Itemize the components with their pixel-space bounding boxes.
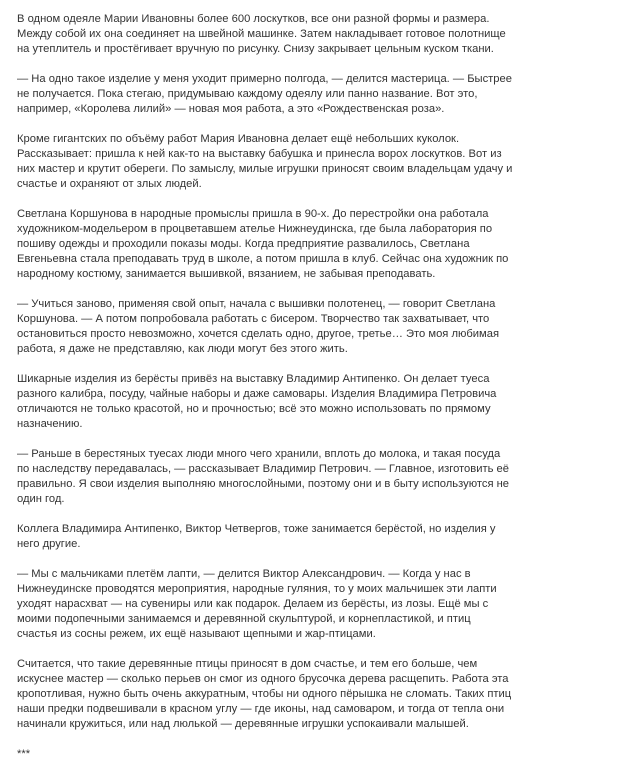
section-separator: *** — [17, 748, 31, 760]
article-paragraph: — На одно такое изделие у меня уходит примерно полгода, — делится мастерица. — Быстрее не получается. Пока стегаю, придумываю каждому одеялу или панно название. Вот это, например, «Королева лилий» — новая моя работа, а это «Рождественская роза». — [17, 73, 512, 115]
article-paragraph: Кроме гигантских по объёму работ Мария Ивановна делает ещё небольших куколок. Рассказывает: пришла к ней как-то на выставку бабушка и принесла ворох лоскутков. Вот из них мастер и крутит обереги. По замыслу, милые игрушки приносят своим владельцам удачу и счастье и охраняют от злых людей. — [17, 133, 513, 190]
article-paragraph: Светлана Коршунова в народные промыслы пришла в 90-х. До перестройки она работала художником-модельером в процветавшем ателье Нижнеудинска, где была лаборатория по пошиву одежды и проходили показы моды. Когда предприятие развалилось, Светлана Евгеньевна стала преподавать труд в школе, а потом пришла в клуб. Сейчас она художник по народному костюму, занимается вышивкой, вязанием, не забывая преподавать. — [17, 208, 509, 280]
article-paragraph: Считается, что такие деревянные птицы приносят в дом счастье, и тем его больше, чем искуснее мастер — сколько перьев он смог из одного брусочка дерева расщепить. Работа эта кропотливая, нужно быть очень аккуратным, чтобы ни одного пёрышка не сломать. Таких птиц наши предки подвешивали в красном углу — где иконы, над самоваром, и тогда от тепла они начинали кружиться, или над люлькой — деревянные игрушки успокаивали малышей. — [17, 658, 512, 730]
article-paragraph: В одном одеяле Марии Ивановны более 600 лоскутков, все они разной формы и размера. Между собой их она соединяет на швейной машинке. Затем накладывает готовое полотнище на утеплитель и простёгивает вручную по рисунку. Снизу закрывает цельным куском ткани. — [17, 13, 506, 55]
article-paragraph: Коллега Владимира Антипенко, Виктор Четвергов, тоже занимается берёстой, но изделия у него другие. — [17, 523, 496, 550]
article-paragraph: — Мы с мальчиками плетём лапти, — делится Виктор Александрович. — Когда у нас в Нижнеудинске проводятся мероприятия, народные гуляния, то у моих мальчишек эти лапти уходят нарасхват — на сувениры или как подарок. Делаем из берёсты, из лозы. Ещё мы с моими подопечными занимаемся и деревянной скульптурой, и корнепластикой, и птиц счастья из сосны режем, их ещё называют щепными и жар-птицами. — [17, 568, 497, 640]
article-body — [17, 12, 513, 762]
article-paragraph: — Раньше в берестяных туесах люди много чего хранили, вплоть до молока, и такая посуда по наследству передавалась, — рассказывает Владимир Петрович. — Главное, изготовить её правильно. Я свои изделия выполняю многослойными, поэтому они и в быту используются не один год. — [17, 448, 510, 505]
article-paragraph: — Учиться заново, применяя свой опыт, начала с вышивки полотенец, — говорит Светлана Коршунова. — А потом попробовала работать с бисером. Творчество так захватывает, что остановиться просто невозможно, хочется сделать одно, другое, третье… Это моя любимая работа, я даже не представляю, как люди могут без этого жить. — [17, 298, 500, 355]
article-paragraph: Шикарные изделия из берёсты привёз на выставку Владимир Антипенко. Он делает туеса разного калибра, посуду, чайные наборы и даже самовары. Изделия Владимира Петровича отличаются не только красотой, но и прочностью; всё это можно использовать по прямому назначению. — [17, 373, 497, 430]
